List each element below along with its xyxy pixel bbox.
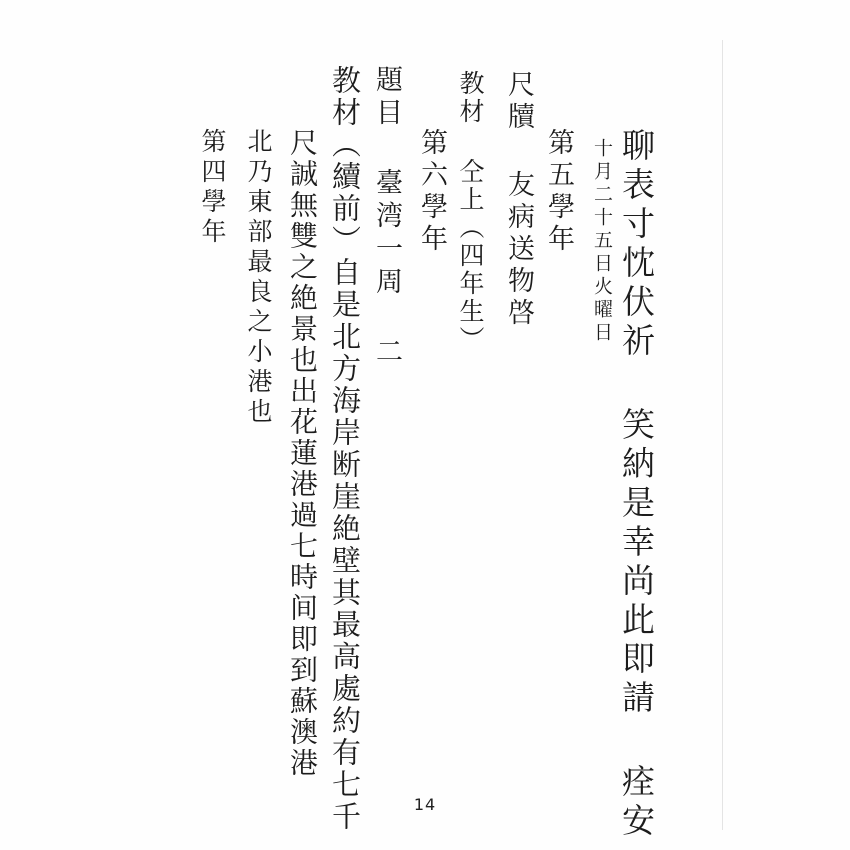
page-edge-line (722, 40, 723, 830)
text-column-grade-four: 第四學年 (198, 128, 227, 248)
text-column-letter-topic: 尺牘 友病送物啓 (503, 70, 534, 330)
text-column-harbor: 北乃東部最良之小港也 (244, 128, 273, 428)
text-column-date: 十月二十五日火曜日 (591, 138, 613, 345)
text-column-scenery: 尺誠無雙之絶景也出花蓮港過七時间即到蘇澳港 (286, 128, 319, 779)
text-column-material-same: 教材 仝上（四年生） (456, 70, 485, 354)
text-column-title-taiwan-tour: 題目 臺湾一周 二 (371, 65, 402, 370)
page-number: 14 (413, 795, 437, 814)
text-column-grade-five: 第五學年 (543, 128, 574, 256)
text-column-closing: 聊表寸忱伏祈 笑納是幸尚此即請 痊安 (617, 128, 656, 842)
text-column-material-continued: 教材（續前）自是北方海岸断崖絶壁其最高處約有七千 (328, 65, 362, 833)
text-column-grade-six: 第六學年 (416, 128, 447, 256)
